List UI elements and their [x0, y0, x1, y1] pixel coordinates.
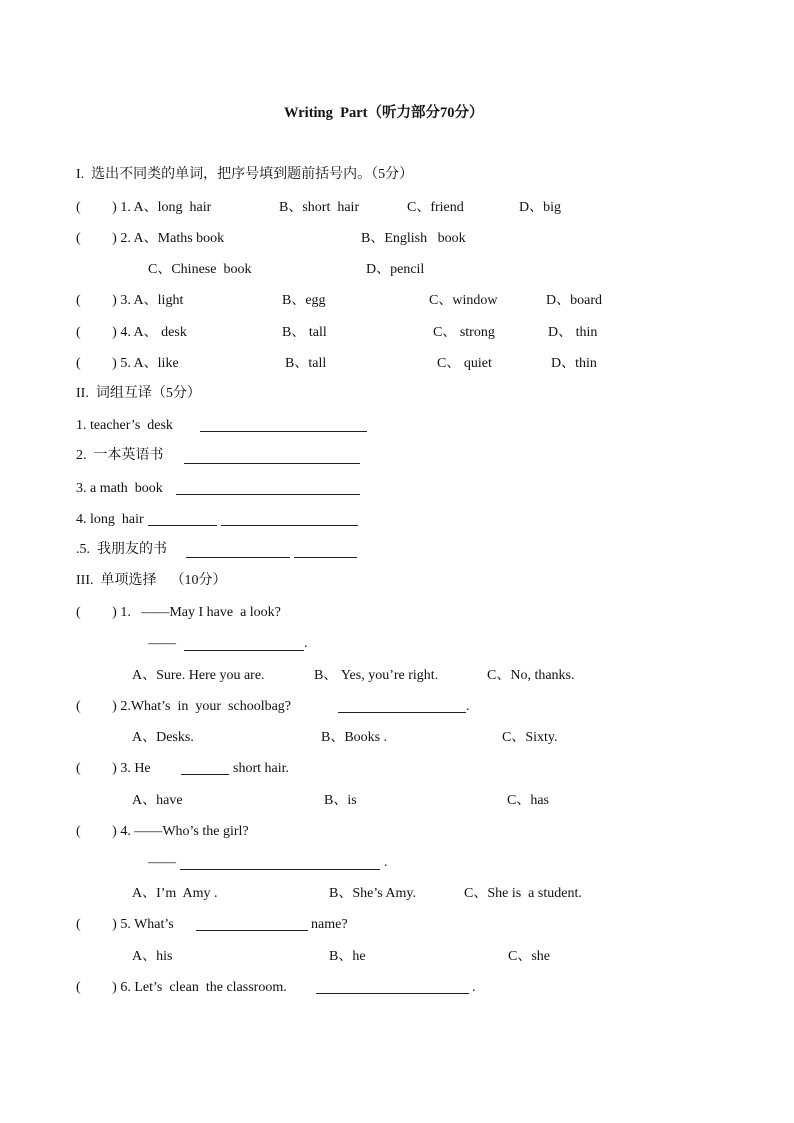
s3-q4-reply-period: . — [384, 855, 388, 870]
s3-q2-stem: ( ) 2.What’s in your schoolbag? — [76, 699, 292, 714]
s1-q2-option-a: ( ) 2. A、Maths book — [76, 231, 225, 246]
s3-q1-reply-period: . — [304, 636, 308, 651]
s3-q6-answer-line — [316, 993, 469, 994]
page-title: Writing Part（听力部分70分） — [284, 105, 484, 121]
s1-q3-option-c: C、window — [429, 293, 498, 308]
s1-q2-option-d: D、pencil — [366, 262, 425, 277]
s1-q5-option-b: B、tall — [285, 356, 327, 371]
s3-q5-answer-line — [196, 930, 308, 931]
s3-q3-option-a: A、have — [132, 793, 183, 808]
s1-q1-option-c: C、friend — [407, 200, 464, 215]
s3-q3-stem: ( ) 3. He — [76, 761, 151, 776]
s3-q3-answer-line — [181, 774, 229, 775]
s1-q4-option-d: D、 thin — [548, 325, 598, 340]
s3-q4-answer-line — [180, 869, 380, 870]
s1-q4-option-a: ( ) 4. A、 desk — [76, 325, 187, 340]
s1-q4-option-b: B、 tall — [282, 325, 327, 340]
s3-q1-reply-dash: —— — [148, 636, 176, 651]
s3-q4-stem: ( ) 4. ——Who’s the girl? — [76, 824, 249, 839]
s3-q1-option-b: B、 Yes, you’re right. — [314, 668, 439, 683]
s1-q1-option-a: ( ) 1. A、long hair — [76, 200, 212, 215]
s2-answer-line-4b — [221, 525, 358, 526]
s3-q1-option-c: C、No, thanks. — [487, 668, 575, 683]
s1-q1-option-d: D、big — [519, 200, 561, 215]
s2-answer-line-5b — [294, 557, 357, 558]
s2-answer-line-1 — [200, 431, 367, 432]
s3-q2-period: . — [466, 699, 470, 714]
s3-q4-option-a: A、I’m Amy . — [132, 886, 218, 901]
s3-q1-answer-line — [184, 650, 304, 651]
s1-q1-option-b: B、short hair — [279, 200, 360, 215]
s3-q3-option-c: C、has — [507, 793, 549, 808]
s1-q2-option-b: B、English book — [361, 231, 466, 246]
s3-q3-option-b: B、is — [324, 793, 357, 808]
s1-q3-option-d: D、board — [546, 293, 602, 308]
s2-phrase-5: .5. 我朋友的书 — [76, 542, 167, 557]
s2-phrase-1: 1. teacher’s desk — [76, 418, 173, 433]
s2-answer-line-4a — [148, 525, 217, 526]
s1-q2-option-c: C、Chinese book — [148, 262, 252, 277]
s2-answer-line-2 — [184, 463, 360, 464]
s3-q5-option-c: C、she — [508, 949, 550, 964]
s3-q1-stem: ( ) 1. ——May I have a look? — [76, 605, 281, 620]
s3-q5-option-a: A、his — [132, 949, 173, 964]
s3-q2-option-c: C、Sixty. — [502, 730, 558, 745]
section-2-heading: II. 词组互译（5分） — [76, 386, 201, 401]
s3-q4-option-b: B、She’s Amy. — [329, 886, 416, 901]
s3-q6-stem: ( ) 6. Let’s clean the classroom. — [76, 980, 287, 995]
s1-q4-option-c: C、 strong — [433, 325, 495, 340]
s2-phrase-4: 4. long hair — [76, 512, 144, 527]
s2-phrase-2: 2. 一本英语书 — [76, 448, 164, 463]
s3-q4-option-c: C、She is a student. — [464, 886, 582, 901]
s3-q2-answer-line — [338, 712, 466, 713]
s2-answer-line-3 — [176, 494, 360, 495]
s3-q4-reply-dash: —— — [148, 855, 176, 870]
section-1-heading: I. 选出不同类的单词，把序号填到题前括号内。（5分） — [76, 167, 414, 182]
section-3-heading: III. 单项选择 （10分） — [76, 573, 227, 588]
s3-q3-stem-end: short hair. — [233, 761, 289, 776]
s2-answer-line-5a — [186, 557, 290, 558]
s1-q5-option-c: C、 quiet — [437, 356, 492, 371]
s3-q5-option-b: B、he — [329, 949, 366, 964]
s3-q2-option-b: B、Books . — [321, 730, 388, 745]
s1-q3-option-a: ( ) 3. A、light — [76, 293, 184, 308]
s1-q3-option-b: B、egg — [282, 293, 326, 308]
s3-q1-option-a: A、Sure. Here you are. — [132, 668, 265, 683]
s1-q5-option-d: D、thin — [551, 356, 597, 371]
s1-q5-option-a: ( ) 5. A、like — [76, 356, 179, 371]
s2-phrase-3: 3. a math book — [76, 481, 163, 496]
s3-q5-stem: ( ) 5. What’s — [76, 917, 174, 932]
s3-q2-option-a: A、Desks. — [132, 730, 194, 745]
s3-q5-stem-end: name? — [311, 917, 348, 932]
s3-q6-period: . — [472, 980, 476, 995]
